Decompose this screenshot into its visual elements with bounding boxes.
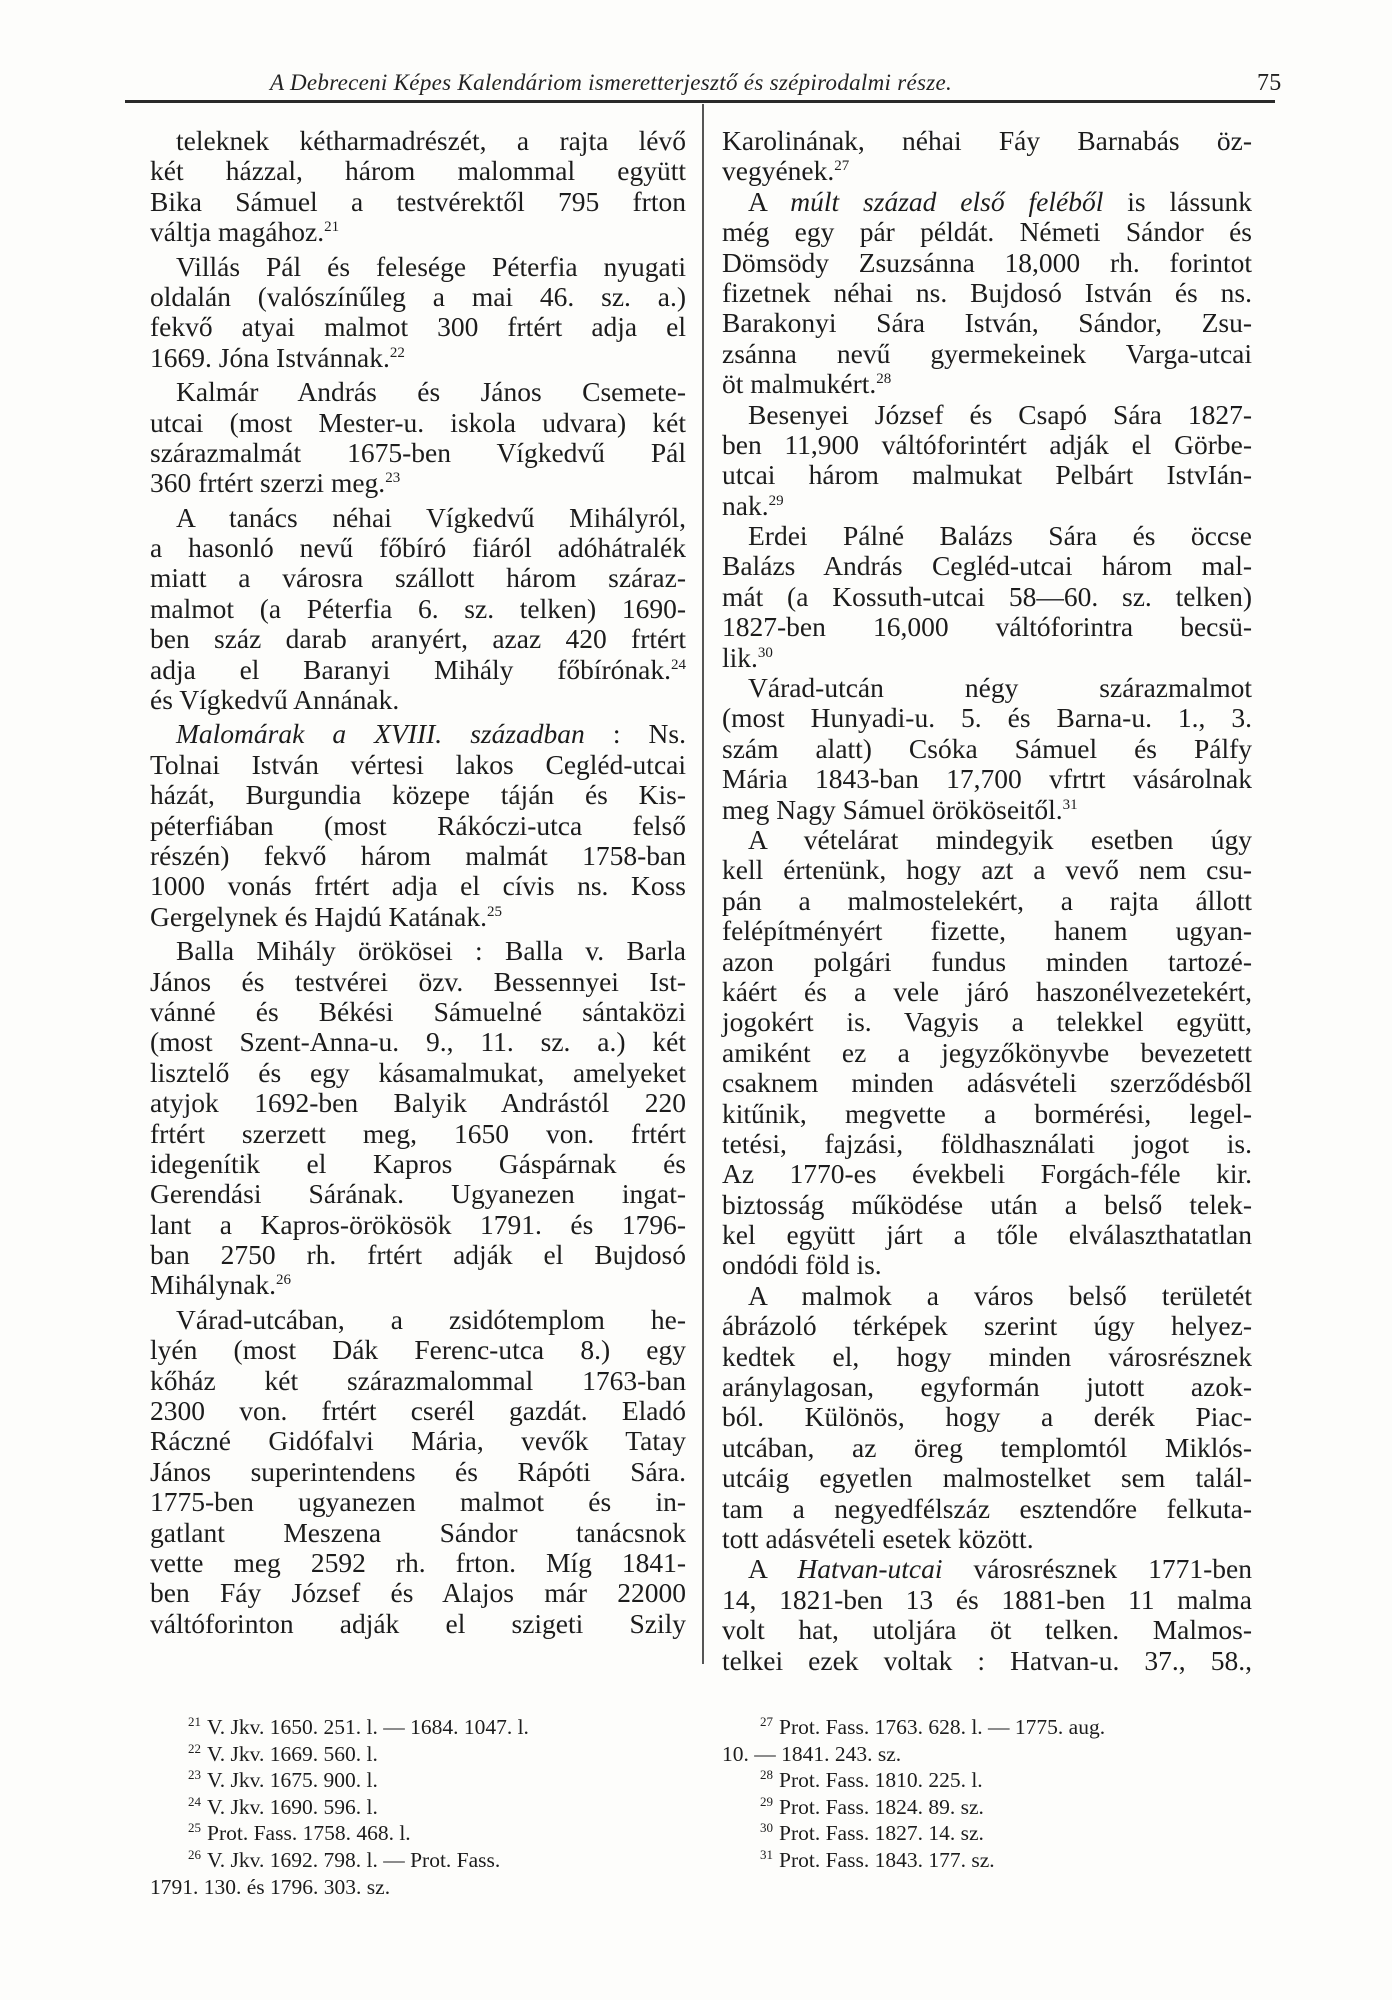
text-line [722, 1494, 1252, 1524]
text-line [150, 1088, 686, 1118]
text-line [722, 1524, 1252, 1554]
running-header [270, 66, 1282, 102]
text-line [722, 1190, 1252, 1220]
footnote-text: Prot. Fass. 1824. 89. sz. [779, 1794, 984, 1819]
footnotes-left [150, 1714, 686, 1900]
footnote-number: 22 [188, 1740, 201, 1756]
text-line [150, 1240, 686, 1270]
line-text: 1669. Jóna Istvánnak. [150, 341, 390, 373]
text-line [150, 1426, 686, 1456]
footnote-number: 30 [760, 1820, 773, 1836]
text-line [150, 1119, 686, 1149]
text-line [150, 563, 686, 593]
line-text: Kalmár András és János Csemete- [176, 376, 686, 408]
text-line [150, 841, 686, 871]
footnote [150, 1714, 686, 1741]
footnote-number: 27 [760, 1714, 773, 1729]
text-line [722, 886, 1252, 916]
paragraph [150, 1305, 686, 1639]
text-line [722, 1646, 1252, 1676]
footnote-text: Prot. Fass. 1810. 225. l. [779, 1768, 983, 1793]
line-text: ben Fáy József és Alajos már 22000 [150, 1577, 686, 1609]
text-line [722, 460, 1252, 490]
text-line [150, 719, 686, 749]
line-text: lyén (most Dák Ferenc-utca 8.) egy [150, 1334, 686, 1366]
text-line [722, 1281, 1252, 1311]
line-text: csaknem minden adásvételi szerződésből [722, 1067, 1252, 1099]
line-text: János superintendens és Rápóti Sára. [150, 1455, 686, 1487]
text-line [722, 248, 1252, 278]
text-line [722, 1311, 1252, 1341]
text-line [722, 339, 1252, 369]
line-text: fekvő atyai malmot 300 frtért adja el [150, 311, 686, 343]
text-line [722, 278, 1252, 308]
line-text: szárazmalmát 1675-ben Vígkedvű Pál [150, 436, 686, 468]
paragraph [722, 187, 1252, 400]
text-line [722, 217, 1252, 247]
text-line [150, 1305, 686, 1335]
paragraph [722, 521, 1252, 673]
text-line [150, 438, 686, 468]
text-line [722, 764, 1252, 794]
text-line [150, 126, 686, 156]
line-text: gatlant Meszena Sándor tanácsnok [150, 1516, 686, 1548]
footnote-text: V. Jkv. 1650. 251. l. — 1684. 1047. l. [207, 1715, 529, 1739]
text-line [150, 468, 686, 498]
line-text: Karolinának, néhai Fáy Barnabás öz- [722, 125, 1252, 156]
text-line [722, 825, 1252, 855]
line-text: Bika Sámuel a testvérektől 795 frton [150, 185, 686, 217]
line-text: Ráczné Gidófalvi Mária, vevők Tatay [150, 1425, 686, 1457]
footnote [722, 1767, 1252, 1794]
line-text: aránylagosan, egyformán jutott azok- [722, 1371, 1252, 1403]
footnote-number: 23 [188, 1767, 201, 1783]
line-text: lik. [722, 641, 758, 673]
text-line [150, 252, 686, 282]
line-text: 2300 von. frtért cserél gazdát. Eladó [150, 1395, 686, 1427]
line-text: Dömsödy Zsuzsánna 18,000 rh. forintot [722, 246, 1252, 278]
line-text: tetési, fajzási, földhasználati jogot is. [722, 1127, 1252, 1159]
text-line [722, 187, 1252, 217]
text-line [722, 1615, 1252, 1645]
text-line [722, 795, 1252, 825]
text-line [150, 1149, 686, 1179]
line-text: ábrázoló térképek szerint úgy helyez- [722, 1310, 1252, 1342]
line-text: Barakonyi Sára István, Sándor, Zsu- [722, 307, 1252, 339]
text-line [150, 936, 686, 966]
footnote-reference: 30 [757, 644, 773, 661]
paragraph [150, 936, 686, 1301]
text-line [722, 551, 1252, 581]
line-text: felépítményért fizette, hanem ugyan- [722, 915, 1252, 947]
text-line [722, 1554, 1252, 1584]
text-line [722, 977, 1252, 1007]
line-text: malmot (a Péterfia 6. sz. telken) 1690- [150, 592, 686, 624]
text-line [722, 491, 1252, 521]
text-line [722, 1585, 1252, 1615]
paragraph [722, 673, 1252, 825]
text-line [722, 916, 1252, 946]
footnote [722, 1714, 1252, 1741]
line-text: Balázs András Cegléd-utcai három mal- [722, 550, 1252, 582]
text-line [722, 703, 1252, 733]
footnote-text: V. Jkv. 1692. 798. l. — Prot. Fass. [207, 1847, 501, 1872]
line-text: A vételárat mindegyik esetben úgy [748, 823, 1252, 855]
line-text: is lássunk [1103, 185, 1252, 217]
running-header-title: A Debreceni Képes Kalendáriom ismeretterjesztő és szépirodalmi része. [270, 70, 953, 95]
text-line [150, 1058, 686, 1088]
footnote-number: 29 [760, 1793, 773, 1809]
line-text: utcai (most Mester-u. iskola udvara) két [150, 406, 686, 438]
line-text: Erdei Pálné Balázs Sára és öccse [748, 520, 1252, 552]
line-text: nak. [722, 489, 769, 521]
line-text: 14, 1821-ben 13 és 1881-ben 11 malma [722, 1583, 1252, 1615]
line-text: a hasonló nevű főbíró fiáról adóhátralék [150, 532, 686, 564]
text-line [150, 503, 686, 533]
text-line [722, 855, 1252, 885]
paragraph [150, 252, 686, 374]
footnotes-right [722, 1714, 1252, 1874]
line-text: 1775-ben ugyanezen malmot és in- [150, 1486, 686, 1518]
line-text: A malmok a város belső területét [748, 1279, 1252, 1311]
text-line [722, 1038, 1252, 1068]
text-line [722, 1220, 1252, 1250]
line-text: János és testvérei özv. Bessennyei Ist- [150, 965, 686, 997]
line-text: idegenítik el Kapros Gáspárnak és [150, 1147, 686, 1179]
footnote [150, 1820, 686, 1847]
footnote [722, 1741, 1252, 1768]
footnote [150, 1847, 686, 1874]
footnote [722, 1820, 1252, 1847]
text-line [150, 408, 686, 438]
footnote-text: V. Jkv. 1675. 900. l. [207, 1768, 378, 1793]
text-line [150, 1487, 686, 1517]
line-text: mát (a Kossuth-utcai 58—60. sz. telken) [722, 580, 1252, 612]
text-line [150, 1179, 686, 1209]
footnote-text: 1791. 130. és 1796. 303. sz. [150, 1874, 391, 1899]
text-line [150, 1578, 686, 1608]
line-text: biztosság működése után a belső telek- [722, 1188, 1252, 1220]
right-column [722, 126, 1252, 1676]
footnote-text: Prot. Fass. 1758. 468. l. [207, 1821, 411, 1846]
text-line [722, 400, 1252, 430]
text-line [150, 594, 686, 624]
text-line [150, 1609, 686, 1639]
line-text: péterfiában (most Rákóczi-utca felső [150, 809, 686, 841]
line-text: oldalán (valószínűleg a mai 46. sz. a.) [150, 280, 686, 312]
italic-text: Hatvan-utcai [797, 1553, 943, 1585]
text-line [150, 156, 686, 186]
footnote-number: 28 [760, 1767, 773, 1783]
footnote-reference: 21 [324, 219, 340, 236]
footnote-reference: 31 [1062, 796, 1078, 813]
text-line [150, 1457, 686, 1487]
line-text: ben száz darab aranyért, azaz 420 frtért [150, 623, 686, 655]
footnote [150, 1794, 686, 1821]
line-text: két házzal, három malommal együtt [150, 155, 686, 187]
line-text: vánné és Békési Sámuelné sántaközi [150, 995, 686, 1027]
line-text: A tanács néhai Vígkedvű Mihályról, [176, 501, 686, 533]
text-line [150, 1335, 686, 1365]
text-line [150, 1396, 686, 1426]
text-line [150, 685, 686, 715]
paragraph [722, 400, 1252, 522]
paragraph [150, 126, 686, 248]
text-line [722, 1463, 1252, 1493]
line-text: öt malmukért. [722, 368, 877, 400]
line-text: kell értenünk, hogy azt a vevő nem csu- [722, 854, 1252, 886]
paragraph [722, 126, 1252, 187]
paragraph [150, 503, 686, 716]
line-text: (most Szent-Anna-u. 9., 11. sz. a.) két [150, 1026, 686, 1058]
line-text: zsánna nevű gyermekeinek Varga-utcai [722, 337, 1252, 369]
text-line [722, 1250, 1252, 1280]
text-line [150, 1548, 686, 1578]
text-line [150, 1270, 686, 1300]
footnote-number: 31 [760, 1846, 773, 1862]
line-text: lisztelő és egy kásamalmukat, amelyeket [150, 1056, 686, 1088]
italic-text: múlt század első feléből [790, 185, 1104, 217]
text-line [722, 308, 1252, 338]
paragraph [722, 1554, 1252, 1676]
line-text: váltja magához. [150, 216, 325, 248]
footnote [722, 1847, 1252, 1874]
footnote-reference: 29 [768, 492, 784, 509]
text-line [150, 902, 686, 932]
text-line [150, 871, 686, 901]
footnote [722, 1794, 1252, 1821]
text-line [722, 1402, 1252, 1432]
footnote-reference: 23 [385, 470, 401, 487]
footnote-number: 26 [188, 1846, 201, 1862]
line-text: utcai három malmukat Pelbárt IstvIán- [722, 459, 1252, 491]
line-text: utcában, az öreg templomtól Miklós- [722, 1431, 1252, 1463]
text-line [722, 673, 1252, 703]
line-text: adja el Baranyi Mihály főbírónak. [150, 653, 671, 685]
text-line [150, 655, 686, 685]
text-line [722, 1099, 1252, 1129]
left-column [150, 126, 686, 1643]
italic-text: Malomárak a XVIII. században [176, 718, 585, 750]
text-line [150, 1366, 686, 1396]
line-text: A [748, 185, 791, 217]
line-text: káért és a vele járó haszonélvezetekért, [722, 975, 1252, 1007]
line-text: még egy pár példát. Németi Sándor és [722, 216, 1252, 248]
text-line [150, 811, 686, 841]
footnote-reference: 27 [834, 158, 850, 175]
text-line [722, 643, 1252, 673]
line-text: és Vígkedvű Annának. [150, 684, 400, 716]
text-line [722, 947, 1252, 977]
line-text: miatt a városra szállott három száraz- [150, 562, 686, 594]
footnote [150, 1767, 686, 1794]
footnote-text: 10. — 1841. 243. sz. [722, 1741, 902, 1766]
line-text: Várad-utcában, a zsidótemplom he- [176, 1303, 686, 1335]
line-text: teleknek kétharmadrészét, a rajta lévő [176, 125, 686, 156]
text-line [150, 624, 686, 654]
text-line [150, 1518, 686, 1548]
line-text: ban 2750 rh. frtért adják el Bujdosó [150, 1239, 686, 1271]
footnote-text: Prot. Fass. 1843. 177. sz. [779, 1847, 995, 1872]
text-line [150, 533, 686, 563]
text-line [150, 217, 686, 247]
line-text: kitűnik, megvette a bormérési, legel- [722, 1097, 1252, 1129]
text-line [722, 521, 1252, 551]
line-text: részén) fekvő három malmát 1758-ban [150, 839, 686, 871]
line-text: kőház két szárazmalommal 1763-ban [150, 1364, 686, 1396]
line-text: váltóforinton adják el szigeti Szily [150, 1607, 686, 1639]
paragraph [150, 719, 686, 932]
line-text: ondódi föld is. [722, 1249, 882, 1281]
footnote-number: 25 [188, 1820, 201, 1836]
paragraph [722, 1281, 1252, 1555]
text-line [150, 343, 686, 373]
line-text: Tolnai István vértesi lakos Cegléd-utcai [150, 748, 686, 780]
line-text: tott adásvételi esetek között. [722, 1522, 1034, 1554]
text-line [150, 750, 686, 780]
paragraph [150, 377, 686, 499]
footnote-reference: 24 [671, 656, 686, 673]
line-text: tam a negyedfélszáz esztendőre felkuta- [722, 1492, 1252, 1524]
text-line [722, 612, 1252, 642]
line-text: jogokért is. Vagyis a telekkel együtt, [722, 1006, 1252, 1038]
line-text: Villás Pál és felesége Péterfia nyugati [176, 250, 686, 282]
footnote-text: Prot. Fass. 1763. 628. l. — 1775. aug. [779, 1715, 1106, 1739]
header-rule [125, 100, 1275, 103]
footnote-reference: 25 [487, 903, 503, 920]
line-text: Gerendási Sárának. Ugyanezen ingat- [150, 1178, 686, 1210]
line-text: Mária 1843-ban 17,700 vfrtrt vásárolnak [722, 763, 1252, 795]
line-text: Balla Mihály örökösei : Balla v. Barla [176, 935, 686, 967]
text-line [150, 1027, 686, 1057]
text-line [150, 187, 686, 217]
line-text: volt hat, utoljára öt telken. Malmos- [722, 1614, 1252, 1646]
line-text: szám alatt) Csóka Sámuel és Pálfy [722, 732, 1252, 764]
text-line [150, 1210, 686, 1240]
line-text: Mihálynak. [150, 1269, 277, 1301]
footnote-number: 24 [188, 1793, 201, 1809]
text-line [722, 369, 1252, 399]
text-line [722, 734, 1252, 764]
line-text: 360 frtért szerzi meg. [150, 467, 386, 499]
footnote [150, 1741, 686, 1768]
line-text: lant a Kapros-örökösök 1791. és 1796- [150, 1208, 686, 1240]
line-text: Várad-utcán négy szárazmalmot [748, 672, 1252, 704]
line-text: vegyének. [722, 155, 835, 187]
text-line [150, 997, 686, 1027]
line-text: Gergelynek és Hajdú Katának. [150, 900, 488, 932]
footnote-text: Prot. Fass. 1827. 14. sz. [779, 1821, 984, 1846]
line-text: városrésznek 1771-ben [942, 1553, 1252, 1585]
text-line [722, 1159, 1252, 1189]
line-text: amiként ez a jegyzőkönyvbe bevezetett [722, 1036, 1252, 1068]
text-line [722, 126, 1252, 156]
line-text: telkei ezek voltak : Hatvan-u. 37., 58., [722, 1644, 1252, 1676]
text-line [722, 156, 1252, 186]
text-line [722, 430, 1252, 460]
line-text: kel együtt járt a tőle elválaszthatatlan [722, 1219, 1252, 1251]
footnote-text: V. Jkv. 1690. 596. l. [207, 1794, 378, 1819]
footnote [150, 1874, 686, 1901]
line-text: fizetnek néhai ns. Bujdosó István és ns. [722, 276, 1252, 308]
column-divider [702, 104, 704, 1664]
text-line [722, 1433, 1252, 1463]
line-text: utcáig egyetlen malmostelket sem talál- [722, 1462, 1252, 1494]
text-line [150, 967, 686, 997]
text-line [722, 1372, 1252, 1402]
footnote-number: 21 [188, 1714, 201, 1729]
footnote-reference: 28 [876, 371, 892, 388]
text-line [722, 1342, 1252, 1372]
line-text: 1827-ben 16,000 váltóforintra becsü- [722, 611, 1252, 643]
text-line [722, 582, 1252, 612]
line-text: házát, Burgundia közepe táján és Kis- [150, 779, 686, 811]
paragraph [722, 825, 1252, 1281]
text-line [722, 1068, 1252, 1098]
footnote-reference: 22 [389, 344, 405, 361]
footnote-text: V. Jkv. 1669. 560. l. [207, 1741, 378, 1766]
line-text: vette meg 2592 rh. frton. Míg 1841- [150, 1546, 686, 1578]
line-text: ben 11,900 váltóforintért adják el Görbe- [722, 428, 1252, 460]
line-text: : Ns. [584, 718, 686, 750]
text-line [150, 780, 686, 810]
text-line [722, 1007, 1252, 1037]
line-text: azon polgári fundus minden tartozé- [722, 945, 1252, 977]
line-text: Az 1770-es évekbeli Forgách-féle kir. [722, 1158, 1252, 1190]
footnote-reference: 26 [276, 1272, 292, 1289]
line-text: kedtek el, hogy minden városrésznek [722, 1340, 1252, 1372]
line-text: atyjok 1692-ben Balyik Andrástól 220 [150, 1087, 686, 1119]
page-number: 75 [1257, 70, 1282, 96]
line-text: frtért szerzett meg, 1650 von. frtért [150, 1117, 686, 1149]
text-line [150, 312, 686, 342]
line-text: Besenyei József és Csapó Sára 1827- [748, 398, 1252, 430]
text-line [150, 377, 686, 407]
line-text: pán a malmostelekért, a rajta állott [722, 884, 1252, 916]
line-text: (most Hunyadi-u. 5. és Barna-u. 1., 3. [722, 702, 1252, 734]
line-text: A [748, 1553, 798, 1585]
text-line [722, 1129, 1252, 1159]
text-line [150, 282, 686, 312]
line-text: 1000 vonás frtért adja el cívis ns. Koss [150, 870, 686, 902]
line-text: meg Nagy Sámuel örököseitől. [722, 793, 1063, 825]
line-text: ból. Különös, hogy a derék Piac- [722, 1401, 1252, 1433]
